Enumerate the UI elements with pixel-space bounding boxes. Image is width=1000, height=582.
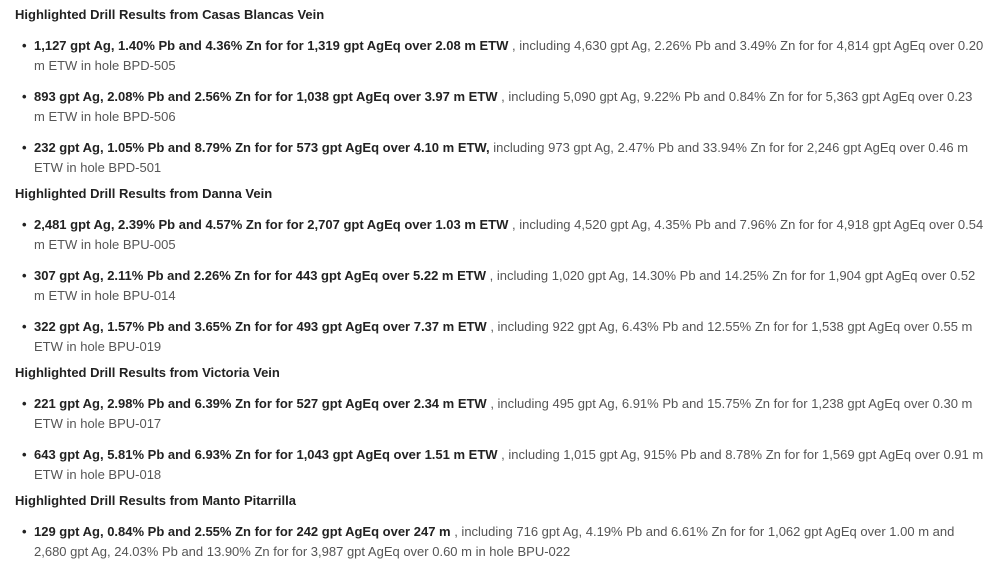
section-casas-blancas — [15, 6, 986, 178]
section-danna — [15, 185, 986, 357]
results-list — [15, 522, 986, 562]
bullet-icon: • — [22, 524, 27, 539]
bullet-icon: • — [22, 447, 27, 462]
drill-results-document — [15, 6, 986, 562]
result-highlight: 322 gpt Ag, 1.57% Pb and 3.65% Zn for for 493 gpt AgEq over 7.37 m ETW — [34, 319, 487, 334]
section-manto-pitarrilla — [15, 492, 986, 562]
result-detail: , including 716 gpt Ag, 4.19% Pb and 6.61% Zn for for 1,062 gpt AgEq over 1.00 m and 2,680 gpt Ag, 24.03% Pb and 13.90% Zn for for 3,987 gpt AgEq over 0.60 m in hole BPU-022 — [34, 524, 955, 559]
list-item — [15, 138, 986, 178]
list-item — [15, 522, 986, 562]
bullet-icon: • — [22, 38, 27, 53]
list-item — [15, 87, 986, 127]
bullet-icon: • — [22, 268, 27, 283]
result-detail: , including 495 gpt Ag, 6.91% Pb and 15.75% Zn for for 1,238 gpt AgEq over 0.30 m ETW in hole BPU-017 — [34, 396, 973, 431]
section-heading: Highlighted Drill Results from Victoria Vein — [15, 365, 280, 380]
result-detail: , including 4,630 gpt Ag, 2.26% Pb and 3.49% Zn for for 4,814 gpt AgEq over 0.20 m ETW in hole BPD-505 — [34, 38, 984, 73]
result-highlight: 129 gpt Ag, 0.84% Pb and 2.55% Zn for for 242 gpt AgEq over 247 m — [34, 524, 451, 539]
section-victoria — [15, 364, 986, 485]
result-highlight: 232 gpt Ag, 1.05% Pb and 8.79% Zn for for 573 gpt AgEq over 4.10 m ETW, — [34, 140, 490, 155]
results-list — [15, 36, 986, 178]
result-highlight: 1,127 gpt Ag, 1.40% Pb and 4.36% Zn for for 1,319 gpt AgEq over 2.08 m ETW — [34, 38, 509, 53]
section-heading: Highlighted Drill Results from Danna Vein — [15, 186, 273, 201]
result-highlight: 893 gpt Ag, 2.08% Pb and 2.56% Zn for for 1,038 gpt AgEq over 3.97 m ETW — [34, 89, 498, 104]
bullet-icon: • — [22, 217, 27, 232]
result-detail: , including 1,015 gpt Ag, 915% Pb and 8.78% Zn for for 1,569 gpt AgEq over 0.91 m ETW in hole BPU-018 — [34, 447, 984, 482]
list-item — [15, 36, 986, 76]
result-detail: including 973 gpt Ag, 2.47% Pb and 33.94% Zn for for 2,246 gpt AgEq over 0.46 m ETW in hole BPD-501 — [34, 140, 969, 175]
section-heading: Highlighted Drill Results from Casas Blancas Vein — [15, 7, 325, 22]
result-highlight: 643 gpt Ag, 5.81% Pb and 6.93% Zn for for 1,043 gpt AgEq over 1.51 m ETW — [34, 447, 498, 462]
result-highlight: 307 gpt Ag, 2.11% Pb and 2.26% Zn for for 443 gpt AgEq over 5.22 m ETW — [34, 268, 486, 283]
result-detail: , including 922 gpt Ag, 6.43% Pb and 12.55% Zn for for 1,538 gpt AgEq over 0.55 m ETW in hole BPU-019 — [34, 319, 973, 354]
section-heading: Highlighted Drill Results from Manto Pitarrilla — [15, 493, 296, 508]
result-highlight: 2,481 gpt Ag, 2.39% Pb and 4.57% Zn for for 2,707 gpt AgEq over 1.03 m ETW — [34, 217, 509, 232]
list-item — [15, 266, 986, 306]
results-list — [15, 215, 986, 357]
bullet-icon: • — [22, 319, 27, 334]
result-detail: , including 4,520 gpt Ag, 4.35% Pb and 7.96% Zn for for 4,918 gpt AgEq over 0.54 m ETW in hole BPU-005 — [34, 217, 984, 252]
list-item — [15, 394, 986, 434]
bullet-icon: • — [22, 89, 27, 104]
results-list — [15, 394, 986, 485]
list-item — [15, 317, 986, 357]
result-detail: , including 5,090 gpt Ag, 9.22% Pb and 0.84% Zn for for 5,363 gpt AgEq over 0.23 m ETW in hole BPD-506 — [34, 89, 973, 124]
bullet-icon: • — [22, 396, 27, 411]
result-highlight: 221 gpt Ag, 2.98% Pb and 6.39% Zn for for 527 gpt AgEq over 2.34 m ETW — [34, 396, 487, 411]
bullet-icon: • — [22, 140, 27, 155]
list-item — [15, 215, 986, 255]
result-detail: , including 1,020 gpt Ag, 14.30% Pb and 14.25% Zn for for 1,904 gpt AgEq over 0.52 m ETW in hole BPU-014 — [34, 268, 976, 303]
list-item — [15, 445, 986, 485]
